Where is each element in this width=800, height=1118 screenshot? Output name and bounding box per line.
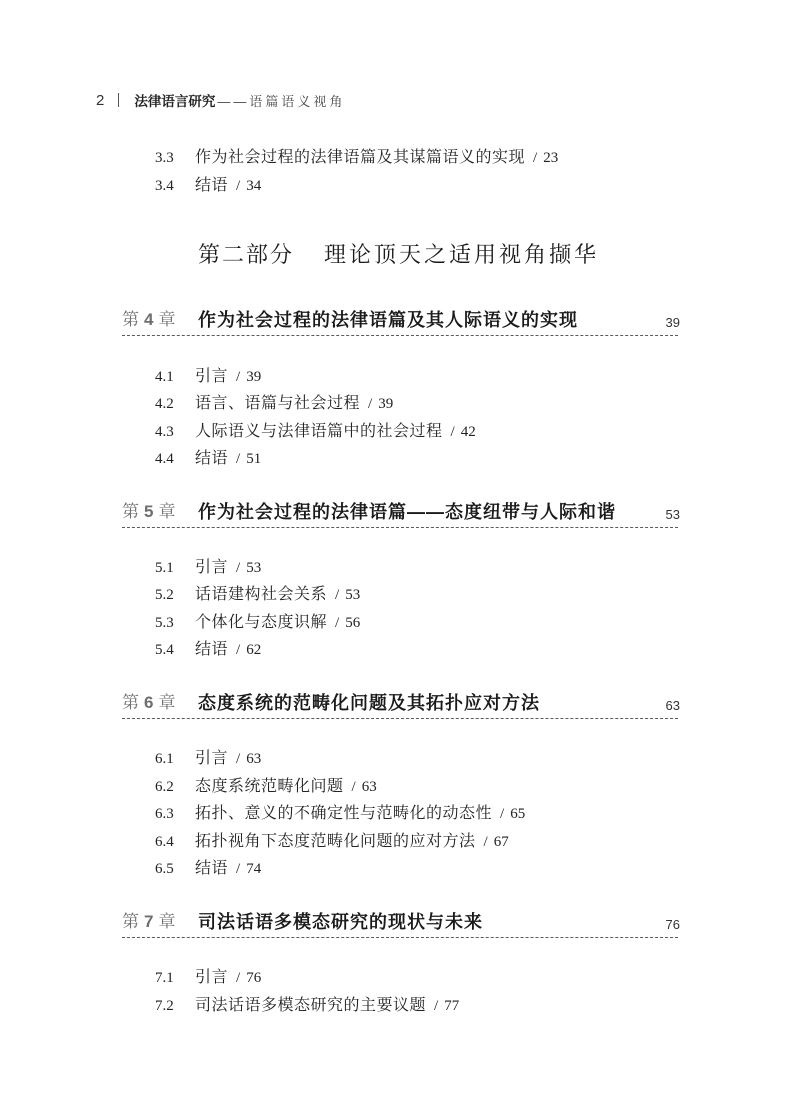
entry-number: 6.4 <box>155 834 174 850</box>
entry-number: 5.3 <box>155 615 174 631</box>
entry-title: 个体化与态度识解 <box>195 614 328 631</box>
chapter-heading <box>122 500 680 524</box>
entry-number: 7.2 <box>155 998 174 1014</box>
entry-title: 态度系统范畴化问题 <box>195 778 344 795</box>
chapter-label <box>122 500 175 524</box>
entry-separator: / <box>351 779 356 795</box>
entry-title: 拓扑、意义的不确定性与范畴化的动态性 <box>195 805 493 822</box>
entry-page: 53 <box>345 587 361 603</box>
toc-entry <box>155 996 459 1016</box>
entry-title: 司法话语多模态研究的主要议题 <box>195 997 427 1014</box>
toc-entry <box>155 804 525 824</box>
entry-page: 51 <box>246 451 262 467</box>
entry-page: 74 <box>246 861 262 877</box>
toc-entry <box>155 394 393 414</box>
entry-number: 5.2 <box>155 587 174 603</box>
entry-separator: / <box>500 806 505 822</box>
entry-number: 6.2 <box>155 779 174 795</box>
entry-title: 结语 <box>195 177 229 194</box>
chapter-label <box>122 308 175 332</box>
entry-separator: / <box>368 396 373 412</box>
toc-entry <box>155 367 261 387</box>
running-title: 法律语言研究 <box>134 94 216 109</box>
chapter-label-suffix: 章 <box>158 310 176 329</box>
chapter-number: 6 <box>144 693 154 712</box>
entry-separator: / <box>236 178 241 194</box>
entry-separator: / <box>236 451 241 467</box>
chapter-label-suffix: 章 <box>158 912 176 931</box>
toc-entry <box>155 613 360 633</box>
entry-title: 结语 <box>195 860 229 877</box>
chapter-heading <box>122 308 680 332</box>
entry-page: 56 <box>345 615 361 631</box>
chapter-label-suffix: 章 <box>158 502 176 521</box>
toc-entry <box>155 585 360 605</box>
entry-number: 6.1 <box>155 751 174 767</box>
entry-number: 3.3 <box>155 150 174 166</box>
entry-title: 结语 <box>195 641 229 658</box>
chapter-title: 司法话语多模态研究的现状与未来 <box>198 912 483 932</box>
entry-separator: / <box>434 998 439 1014</box>
entry-number: 5.4 <box>155 642 174 658</box>
entry-page: 63 <box>246 751 262 767</box>
chapter-label <box>122 691 175 715</box>
chapter-title: 态度系统的范畴化问题及其拓扑应对方法 <box>198 693 540 713</box>
entry-number: 4.4 <box>155 451 174 467</box>
chapter-number: 4 <box>144 310 154 329</box>
entry-number: 4.3 <box>155 424 174 440</box>
entry-number: 7.1 <box>155 970 174 986</box>
entry-title: 结语 <box>195 450 229 467</box>
toc-entry <box>155 749 261 769</box>
part-heading <box>198 240 599 270</box>
toc-entry <box>155 558 261 578</box>
entry-title: 引言 <box>195 559 229 576</box>
entry-separator: / <box>335 615 340 631</box>
chapter-label-prefix: 第 <box>122 693 139 712</box>
chapter-label-prefix: 第 <box>122 310 139 329</box>
dotted-rule <box>122 718 678 719</box>
chapter-label <box>122 910 175 934</box>
chapter-page: 76 <box>665 917 680 932</box>
toc-entry <box>155 640 261 660</box>
entry-number: 6.5 <box>155 861 174 877</box>
entry-separator: / <box>236 369 241 385</box>
chapter-label-prefix: 第 <box>122 912 139 931</box>
chapter-page: 53 <box>665 507 680 522</box>
toc-entry <box>155 148 558 168</box>
chapter-number: 7 <box>144 912 154 931</box>
entry-title: 人际语义与法律语篇中的社会过程 <box>195 423 443 440</box>
entry-page: 39 <box>378 396 394 412</box>
entry-title: 引言 <box>195 750 229 767</box>
entry-separator: / <box>236 861 241 877</box>
toc-entry <box>155 422 476 442</box>
entry-number: 6.3 <box>155 806 174 822</box>
entry-page: 62 <box>246 642 262 658</box>
entry-page: 77 <box>444 998 460 1014</box>
entry-number: 4.1 <box>155 369 174 385</box>
chapter-heading <box>122 691 680 715</box>
entry-title: 拓扑视角下态度范畴化问题的应对方法 <box>195 833 476 850</box>
entry-title: 话语建构社会关系 <box>195 586 328 603</box>
toc-entry <box>155 968 261 988</box>
toc-entry <box>155 859 261 879</box>
entry-number: 4.2 <box>155 396 174 412</box>
toc-entry <box>155 449 261 469</box>
entry-page: 39 <box>246 369 262 385</box>
entry-title: 语言、语篇与社会过程 <box>195 395 361 412</box>
entry-separator: / <box>450 424 455 440</box>
chapter-label-suffix: 章 <box>158 693 176 712</box>
entry-page: 34 <box>246 178 262 194</box>
entry-number: 3.4 <box>155 178 174 194</box>
entry-separator: / <box>236 751 241 767</box>
entry-title: 引言 <box>195 368 229 385</box>
toc-entry <box>155 176 261 196</box>
entry-separator: / <box>335 587 340 603</box>
header-divider <box>118 93 119 107</box>
entry-title: 作为社会过程的法律语篇及其谋篇语义的实现 <box>195 149 526 166</box>
entry-page: 53 <box>246 560 262 576</box>
running-subtitle: ——语篇语义视角 <box>217 93 346 109</box>
running-header <box>96 90 345 110</box>
header-page-number: 2 <box>96 91 105 109</box>
entry-page: 63 <box>361 779 377 795</box>
entry-separator: / <box>236 560 241 576</box>
entry-separator: / <box>533 150 538 166</box>
entry-title: 引言 <box>195 969 229 986</box>
chapter-number: 5 <box>144 502 154 521</box>
chapter-label-prefix: 第 <box>122 502 139 521</box>
toc-entry <box>155 832 509 852</box>
toc-entry <box>155 777 377 797</box>
entry-page: 23 <box>543 150 559 166</box>
chapter-heading <box>122 910 680 934</box>
entry-separator: / <box>236 970 241 986</box>
entry-number: 5.1 <box>155 560 174 576</box>
entry-page: 67 <box>493 834 509 850</box>
entry-page: 42 <box>460 424 476 440</box>
part-title: 理论顶天之适用视角撷华 <box>324 242 600 267</box>
dotted-rule <box>122 937 678 938</box>
chapter-title: 作为社会过程的法律语篇——态度纽带与人际和谐 <box>198 502 616 522</box>
entry-separator: / <box>483 834 488 850</box>
chapter-page: 63 <box>665 698 680 713</box>
entry-page: 65 <box>510 806 526 822</box>
chapter-page: 39 <box>665 315 680 330</box>
entry-separator: / <box>236 642 241 658</box>
dotted-rule <box>122 335 678 336</box>
entry-page: 76 <box>246 970 262 986</box>
chapter-title: 作为社会过程的法律语篇及其人际语义的实现 <box>198 310 578 330</box>
part-label: 第二部分 <box>198 242 295 267</box>
dotted-rule <box>122 527 678 528</box>
